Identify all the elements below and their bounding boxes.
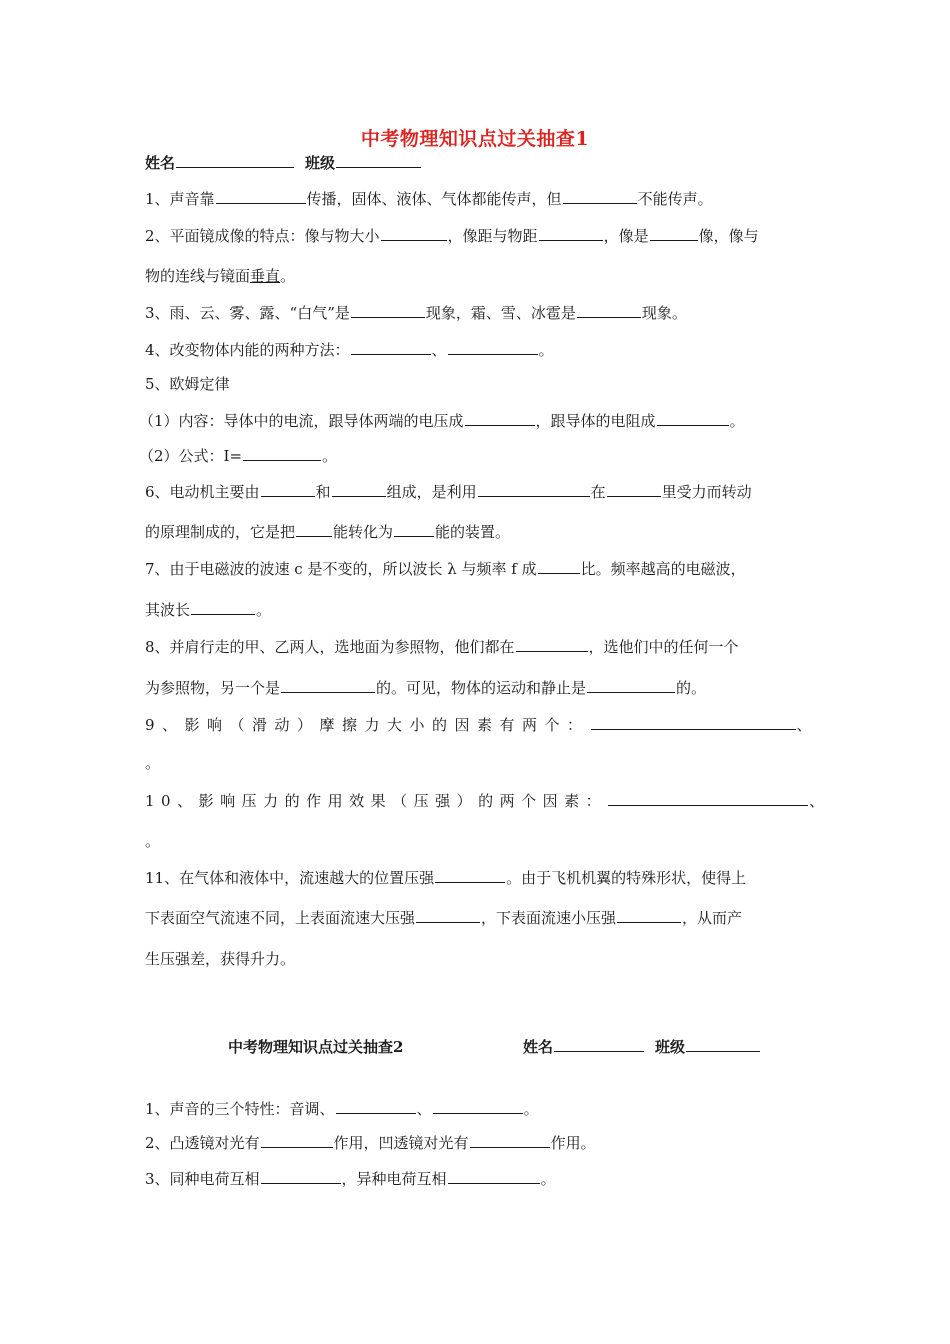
question-text: ，跟导体的电阻成 bbox=[535, 412, 656, 430]
question-text: 物的连线与镜面 bbox=[145, 267, 251, 285]
question-text: 现象。 bbox=[641, 304, 687, 322]
question-text: 2、凸透镜对光有 bbox=[145, 1134, 260, 1152]
name-blank[interactable] bbox=[176, 153, 294, 168]
class-label: 班级 bbox=[655, 1038, 686, 1056]
question-11-cont bbox=[145, 907, 812, 928]
answer-blank[interactable] bbox=[261, 482, 315, 497]
answer-blank[interactable] bbox=[336, 1099, 416, 1114]
question-text: 1、声音的三个特性：音调、 bbox=[145, 1100, 335, 1118]
answer-blank[interactable] bbox=[617, 908, 681, 923]
question-1 bbox=[145, 188, 812, 209]
question-5-2 bbox=[139, 445, 812, 466]
question-text: ，选他们中的任何一个 bbox=[588, 638, 739, 656]
quiz2-student-info bbox=[523, 1036, 761, 1057]
question-text: 、 bbox=[809, 792, 825, 810]
question-text: 能的装置。 bbox=[435, 523, 511, 541]
class-label: 班级 bbox=[305, 154, 336, 172]
question-text: 下表面空气流速不同，上表面流速大压强 bbox=[145, 909, 416, 927]
answer-blank[interactable] bbox=[281, 678, 375, 693]
question-2 bbox=[145, 225, 812, 246]
question-text: 。 bbox=[322, 447, 338, 465]
answer-blank[interactable] bbox=[607, 482, 661, 497]
question-text: 1、声音靠 bbox=[145, 190, 215, 208]
question-text: 。 bbox=[540, 1170, 556, 1188]
question-text: 、 bbox=[796, 716, 812, 734]
question-text: 。 bbox=[538, 341, 554, 359]
question-text: 能转化为 bbox=[333, 523, 394, 541]
question-text: 。由于飞机机翼的特殊形状，使得上 bbox=[506, 869, 747, 887]
question-text: 组成，是利用 bbox=[386, 483, 477, 501]
answer-blank[interactable] bbox=[351, 340, 431, 355]
question-10 bbox=[145, 790, 825, 811]
question-text: 和 bbox=[315, 483, 331, 501]
question-text: ，从而产 bbox=[682, 909, 743, 927]
question-text: 4、改变物体内能的两种方法： bbox=[145, 341, 350, 359]
class-blank[interactable] bbox=[686, 1037, 760, 1052]
question-text: 的。可见，物体的运动和静止是 bbox=[376, 679, 587, 697]
question-6-cont bbox=[145, 521, 812, 542]
question-9 bbox=[145, 714, 812, 735]
question-text: 。 bbox=[256, 601, 272, 619]
question-text: （2）公式：I= bbox=[139, 447, 243, 465]
answer-blank[interactable] bbox=[261, 1169, 341, 1184]
class-blank[interactable] bbox=[336, 153, 421, 168]
name-label: 姓名 bbox=[523, 1038, 554, 1056]
question-text: 、 bbox=[416, 1100, 432, 1118]
question-text: 为参照物，另一个是 bbox=[145, 679, 281, 697]
answer-blank[interactable] bbox=[216, 189, 306, 204]
answer-blank[interactable] bbox=[435, 868, 505, 883]
question-7-cont bbox=[145, 599, 812, 620]
question-8-cont bbox=[145, 677, 812, 698]
quiz1-title: 中考物理知识点过关抽查1 bbox=[360, 128, 590, 150]
question-text: （1）内容：导体中的电流，跟导体两端的电压成 bbox=[139, 412, 464, 430]
answer-blank[interactable] bbox=[243, 446, 321, 461]
question-text: 像，像与 bbox=[698, 227, 759, 245]
question-text: 9、影响（滑动）摩擦力大小的因素有两个： bbox=[145, 716, 590, 734]
answer-blank[interactable] bbox=[381, 226, 447, 241]
answer-blank[interactable] bbox=[516, 637, 588, 652]
question-text: 3、雨、云、雾、露、“白气”是 bbox=[145, 304, 350, 322]
question-text: 3、同种电荷互相 bbox=[145, 1170, 260, 1188]
answer-blank[interactable] bbox=[332, 482, 386, 497]
question-2-cont bbox=[145, 265, 812, 286]
question-text: 。 bbox=[280, 267, 296, 285]
answer-blank[interactable] bbox=[351, 303, 425, 318]
answer-blank[interactable] bbox=[657, 411, 729, 426]
question-text: 5、欧姆定律 bbox=[145, 375, 230, 393]
answer-blank[interactable] bbox=[296, 522, 332, 537]
question-text: 作用，凹透镜对光有 bbox=[333, 1134, 469, 1152]
answer-blank[interactable] bbox=[587, 678, 675, 693]
question-text: 10、影响压力的作用效果（压强）的两个因素： bbox=[145, 792, 608, 810]
answer-blank[interactable] bbox=[538, 559, 580, 574]
answer-blank[interactable] bbox=[591, 715, 796, 730]
answer-blank[interactable] bbox=[577, 303, 641, 318]
question-text: ，像是 bbox=[603, 227, 649, 245]
question-text: 传播，固体、液体、气体都能传声，但 bbox=[306, 190, 562, 208]
quiz1-student-info bbox=[145, 152, 422, 173]
answer-blank[interactable] bbox=[563, 189, 637, 204]
question-text: ，异种电荷互相 bbox=[341, 1170, 447, 1188]
question-text: 8、并肩行走的甲、乙两人，选地面为参照物，他们都在 bbox=[145, 638, 515, 656]
question-text: 。 bbox=[729, 412, 745, 430]
answer-blank[interactable] bbox=[261, 1133, 333, 1148]
quiz2-question-2 bbox=[145, 1132, 812, 1153]
question-text: 、 bbox=[431, 341, 447, 359]
question-4 bbox=[145, 339, 812, 360]
question-9-cont bbox=[145, 752, 812, 773]
question-text: 。 bbox=[145, 832, 161, 850]
answer-blank[interactable] bbox=[448, 1169, 540, 1184]
answer-blank[interactable] bbox=[191, 600, 255, 615]
question-text: 6、电动机主要由 bbox=[145, 483, 260, 501]
quiz2-question-3 bbox=[145, 1168, 812, 1189]
question-7 bbox=[145, 558, 812, 579]
name-blank[interactable] bbox=[554, 1037, 644, 1052]
question-text: 里受力而转动 bbox=[661, 483, 752, 501]
question-text: 的。 bbox=[676, 679, 707, 697]
question-text: ，像距与物距 bbox=[447, 227, 538, 245]
question-text: 比。频率越高的电磁波， bbox=[580, 560, 746, 578]
question-text: 。 bbox=[145, 754, 161, 772]
question-11-cont2 bbox=[145, 948, 812, 969]
underlined-word: 垂直 bbox=[250, 267, 281, 285]
answer-blank[interactable] bbox=[433, 1099, 523, 1114]
question-text: 2、平面镜成像的特点：像与物大小 bbox=[145, 227, 380, 245]
question-text: 7、由于电磁波的波速 c 是不变的，所以波长 λ 与频率 f 成 bbox=[145, 560, 537, 578]
answer-blank[interactable] bbox=[448, 340, 538, 355]
answer-blank[interactable] bbox=[608, 791, 808, 806]
question-text: 现象，霜、雪、冰雹是 bbox=[425, 304, 576, 322]
answer-blank[interactable] bbox=[650, 226, 698, 241]
question-text: 在 bbox=[590, 483, 606, 501]
question-5-1 bbox=[139, 410, 812, 431]
question-11 bbox=[145, 867, 812, 888]
question-8 bbox=[145, 636, 812, 657]
answer-blank[interactable] bbox=[478, 482, 590, 497]
quiz2-title: 中考物理知识点过关抽查2 bbox=[228, 1038, 404, 1056]
question-3 bbox=[145, 302, 812, 323]
question-text: 生压强差，获得升力。 bbox=[145, 950, 296, 968]
answer-blank[interactable] bbox=[465, 411, 535, 426]
question-5 bbox=[145, 373, 812, 394]
question-text: 作用。 bbox=[550, 1134, 596, 1152]
question-text: 的原理制成的，它是把 bbox=[145, 523, 296, 541]
quiz2-question-1 bbox=[145, 1098, 812, 1119]
question-text: 。 bbox=[523, 1100, 539, 1118]
question-6 bbox=[145, 481, 812, 502]
question-text: 11、在气体和液体中，流速越大的位置压强 bbox=[145, 869, 435, 887]
question-text: 其波长 bbox=[145, 601, 191, 619]
answer-blank[interactable] bbox=[416, 908, 480, 923]
question-text: ，下表面流速小压强 bbox=[481, 909, 617, 927]
answer-blank[interactable] bbox=[394, 522, 434, 537]
question-text: 不能传声。 bbox=[637, 190, 713, 208]
question-10-cont bbox=[145, 830, 812, 851]
name-label: 姓名 bbox=[145, 154, 176, 172]
answer-blank[interactable] bbox=[470, 1133, 550, 1148]
answer-blank[interactable] bbox=[539, 226, 603, 241]
